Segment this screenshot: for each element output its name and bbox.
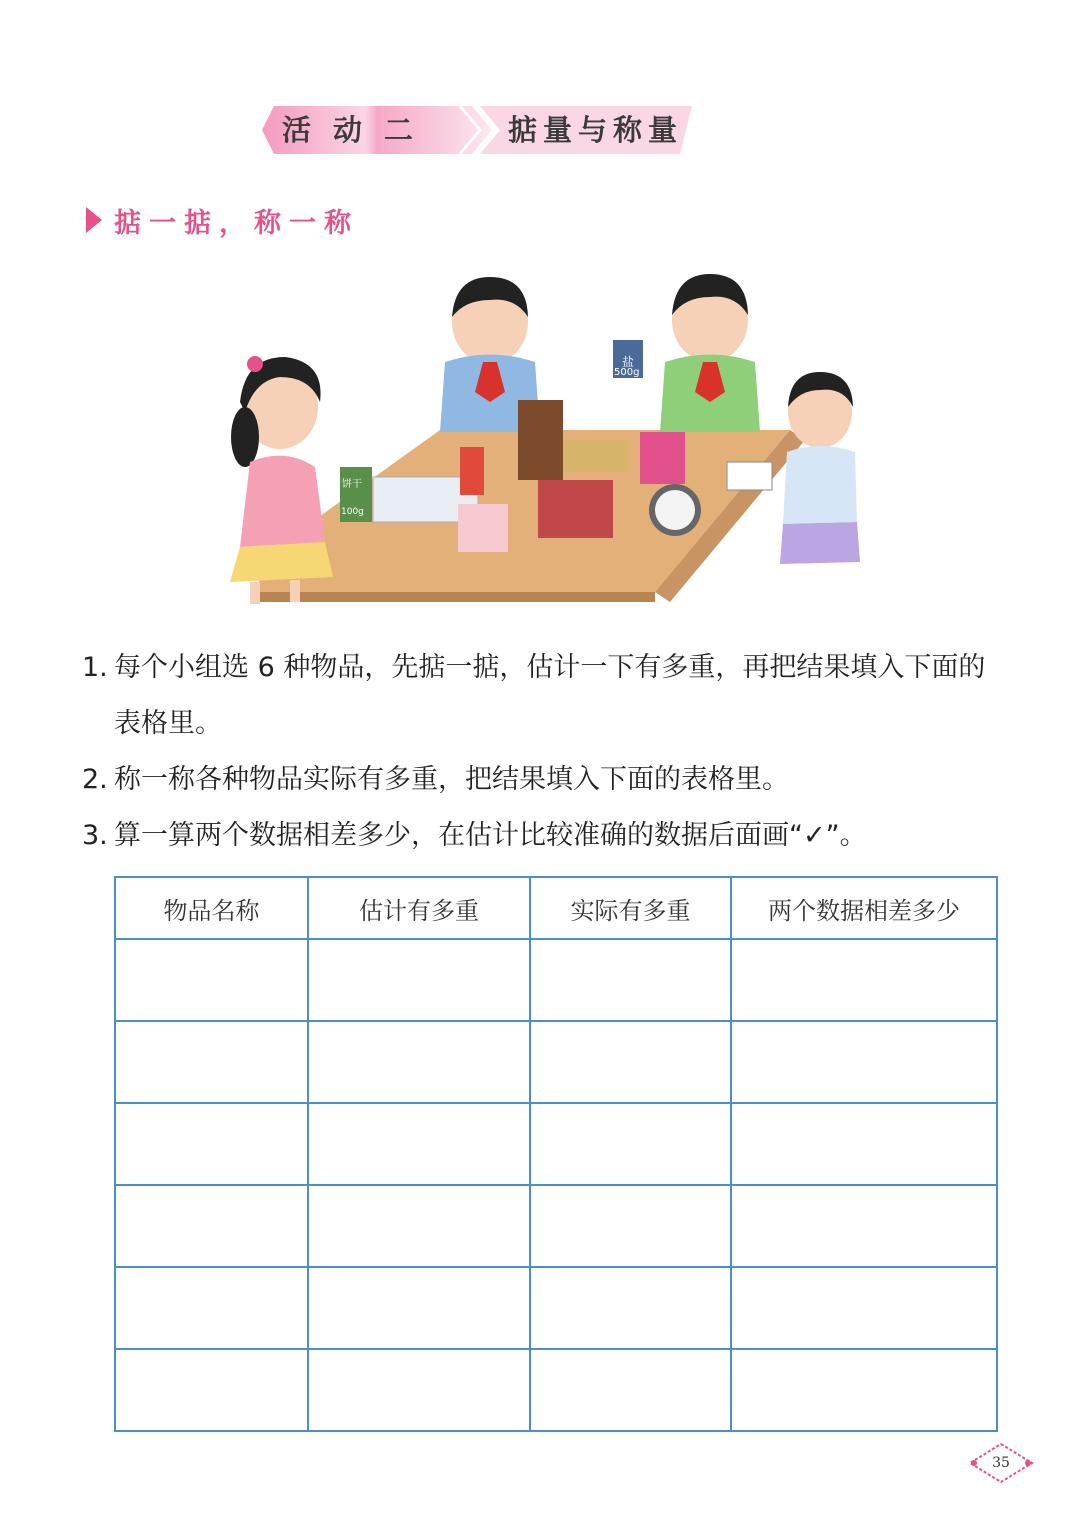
instruction-item	[82, 752, 1012, 808]
boy-right-figure	[613, 274, 760, 432]
table-row	[115, 939, 997, 1021]
biscuit-label: 饼干	[342, 479, 362, 490]
table-cell[interactable]	[308, 1103, 530, 1185]
table-cell[interactable]	[115, 1349, 308, 1431]
table-row	[115, 1103, 997, 1185]
table-row	[115, 1185, 997, 1267]
instructions-list	[82, 640, 1012, 864]
table-cell[interactable]	[530, 1185, 731, 1267]
table-cell[interactable]	[530, 1267, 731, 1349]
table-cell[interactable]	[530, 939, 731, 1021]
table-cell[interactable]	[308, 1349, 530, 1431]
table-row	[115, 1021, 997, 1103]
header-difference: 两个数据相差多少	[731, 877, 997, 939]
header-estimated-weight: 估计有多重	[308, 877, 530, 939]
banner-activity-label: 活动二	[282, 113, 436, 147]
triangle-bullet-icon	[86, 207, 102, 233]
instruction-text: 算一算两个数据相差多少，在估计比较准确的数据后面画“✓”。	[114, 820, 867, 851]
table-cell[interactable]	[115, 1021, 308, 1103]
children-weighing-illustration	[215, 262, 870, 607]
table-cell[interactable]	[115, 939, 308, 1021]
table-cell[interactable]	[731, 1349, 997, 1431]
table-cell[interactable]	[308, 939, 530, 1021]
table-cell[interactable]	[308, 1021, 530, 1103]
activity-banner	[262, 102, 692, 158]
header-actual-weight: 实际有多重	[530, 877, 731, 939]
table-cell[interactable]	[115, 1267, 308, 1349]
table-cell[interactable]	[308, 1267, 530, 1349]
instruction-number: 3.	[82, 820, 108, 851]
table-header-row	[115, 877, 997, 939]
table-cell[interactable]	[308, 1185, 530, 1267]
table-cell[interactable]	[115, 1103, 308, 1185]
salt-weight-label: 500g	[614, 367, 640, 378]
section-heading-text: 掂一掂，称一称	[114, 207, 359, 239]
table-row	[115, 1267, 997, 1349]
girl-left-figure	[230, 356, 333, 604]
section-heading	[86, 198, 359, 242]
instruction-number: 2.	[82, 764, 108, 795]
instruction-number: 1.	[82, 652, 108, 683]
page-number: 35	[992, 1455, 1010, 1471]
page-number-badge	[966, 1440, 1036, 1486]
instruction-item	[82, 640, 1012, 752]
biscuit-weight-label: 100g	[341, 507, 364, 517]
table-cell[interactable]	[731, 939, 997, 1021]
table-cell[interactable]	[115, 1185, 308, 1267]
instruction-text: 称一称各种物品实际有多重，把结果填入下面的表格里。	[114, 764, 789, 795]
table-cell[interactable]	[731, 1267, 997, 1349]
table-cell[interactable]	[530, 1021, 731, 1103]
table-cell[interactable]	[731, 1021, 997, 1103]
salt-label: 盐	[622, 355, 635, 369]
table-cell[interactable]	[731, 1103, 997, 1185]
instruction-item	[82, 808, 1012, 864]
table-row	[115, 1349, 997, 1431]
table-cell[interactable]	[530, 1103, 731, 1185]
header-item-name: 物品名称	[115, 877, 308, 939]
banner-title: 掂量与称量	[508, 113, 684, 147]
instruction-text: 每个小组选 6 种物品，先掂一掂，估计一下有多重，再把结果填入下面的表格里。	[114, 652, 986, 739]
table-cell[interactable]	[530, 1349, 731, 1431]
table-cell[interactable]	[731, 1185, 997, 1267]
weight-record-table	[114, 876, 996, 1416]
